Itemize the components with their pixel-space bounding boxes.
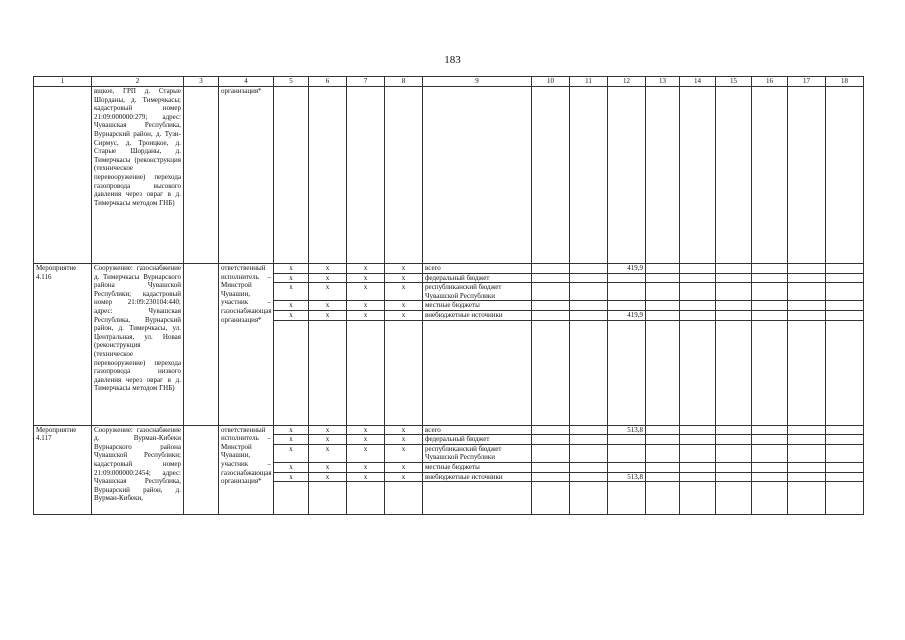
cell-c5: х xyxy=(274,472,309,482)
cell-c6: х xyxy=(309,273,347,283)
cell-c11 xyxy=(570,283,608,301)
column-header-1: 1 xyxy=(34,77,92,87)
cell-c13 xyxy=(646,310,680,320)
cell-c11 xyxy=(570,273,608,283)
header-row xyxy=(34,77,864,87)
cell-c7: х xyxy=(347,425,385,435)
column-header-3: 3 xyxy=(184,77,219,87)
cell-c10 xyxy=(532,462,570,472)
column-header-16: 16 xyxy=(752,77,788,87)
cell-c17 xyxy=(788,310,826,320)
cell-c18 xyxy=(826,264,864,274)
cell-c7: х xyxy=(347,444,385,462)
continuation-row xyxy=(34,87,864,264)
cell-c8: х xyxy=(385,273,423,283)
cell-c11 xyxy=(570,301,608,311)
cell-c5: х xyxy=(274,264,309,274)
cell-c15 xyxy=(716,425,752,435)
cell-c11 xyxy=(570,425,608,435)
column-header-18: 18 xyxy=(826,77,864,87)
cell-c10 xyxy=(532,273,570,283)
column-header-11: 11 xyxy=(570,77,608,87)
cell-c8: х xyxy=(385,264,423,274)
filler-cell xyxy=(532,482,570,515)
filler-cell xyxy=(309,482,347,515)
column-header-15: 15 xyxy=(716,77,752,87)
column-header-17: 17 xyxy=(788,77,826,87)
cont-description: вщкое, ГРП д. Старые Шорданы, д. Тимерчкасы; кадастровый номер 21:09:000000:279; адрес: Чувашская Республика, Вурнарский район, д. Тузи-Сирмус, д. Троицкое, д. Старые Шорданы, д. Тимерчкасы (реконструкция (техническое перевооружение) перехода газопровода высокого давления через овраг в д. Тимерчкасы методом ГНБ) xyxy=(92,87,184,264)
cell-c14 xyxy=(680,472,716,482)
funding-source: внебюджетные источники xyxy=(423,472,532,482)
cell-c15 xyxy=(716,283,752,301)
measure-name: Мероприятие 4.116 xyxy=(34,264,92,426)
cell-c5: х xyxy=(274,301,309,311)
cell-c7: х xyxy=(347,462,385,472)
filler-cell xyxy=(608,320,646,425)
cell-c10 xyxy=(532,472,570,482)
cell-c11 xyxy=(570,462,608,472)
cell-c11 xyxy=(570,472,608,482)
filler-cell xyxy=(347,482,385,515)
cell-c5: х xyxy=(274,310,309,320)
cell-c17 xyxy=(788,264,826,274)
measure-row xyxy=(34,264,864,274)
cell-c14 xyxy=(680,283,716,301)
measure-description: Сооружение: газоснабжение д. Вурман-Кибеки Вурнарского района Чувашской Республики; кадастровый номер 21:09:000000:2454; адрес: Чувашская Республика, Вурнарский район, д. Вурман-Кибеки, xyxy=(92,425,184,515)
filler-cell xyxy=(570,320,608,425)
column-header-12: 12 xyxy=(608,77,646,87)
cell-c8: х xyxy=(385,435,423,445)
cell-c8: х xyxy=(385,472,423,482)
cell-c17 xyxy=(788,425,826,435)
measure-col3 xyxy=(184,425,219,515)
cell-c15 xyxy=(716,310,752,320)
cont-col3 xyxy=(184,87,219,264)
cell-c8: х xyxy=(385,462,423,472)
cell-c16 xyxy=(752,472,788,482)
cell-c17 xyxy=(788,273,826,283)
cell-c16 xyxy=(752,462,788,472)
filler-cell xyxy=(788,482,826,515)
cell-c10 xyxy=(532,435,570,445)
cell-c14 xyxy=(680,273,716,283)
funding-source: всего xyxy=(423,264,532,274)
cell-c16 xyxy=(752,283,788,301)
cell-c14 xyxy=(680,425,716,435)
cell-c15 xyxy=(716,435,752,445)
cell-c12 xyxy=(608,301,646,311)
cell-c5: х xyxy=(274,444,309,462)
filler-cell xyxy=(788,320,826,425)
cell-c13 xyxy=(646,273,680,283)
cell-c17 xyxy=(788,472,826,482)
filler-cell xyxy=(570,482,608,515)
cell-c18 xyxy=(826,462,864,472)
cell-c5: х xyxy=(274,462,309,472)
cell-c13 xyxy=(646,435,680,445)
column-header-8: 8 xyxy=(385,77,423,87)
cell-c6: х xyxy=(309,472,347,482)
cell-c17 xyxy=(788,444,826,462)
cell-c14 xyxy=(680,462,716,472)
cell-c14 xyxy=(680,444,716,462)
cont-executor: организация* xyxy=(219,87,274,264)
filler-cell xyxy=(716,482,752,515)
cell-c15 xyxy=(716,273,752,283)
cell-c13 xyxy=(646,301,680,311)
filler-cell xyxy=(385,482,423,515)
funding-source: республиканский бюджет Чувашской Республики xyxy=(423,444,532,462)
filler-cell xyxy=(385,320,423,425)
cell-c7: х xyxy=(347,283,385,301)
cell-c7: х xyxy=(347,264,385,274)
funding-source: федеральный бюджет xyxy=(423,273,532,283)
cell-c12: 513,8 xyxy=(608,425,646,435)
cell-c16 xyxy=(752,435,788,445)
cell-c7: х xyxy=(347,310,385,320)
cell-c11 xyxy=(570,444,608,462)
cell-c6: х xyxy=(309,435,347,445)
column-header-7: 7 xyxy=(347,77,385,87)
cell-c10 xyxy=(532,301,570,311)
cell-c15 xyxy=(716,301,752,311)
cell-c10 xyxy=(532,310,570,320)
cell-c15 xyxy=(716,264,752,274)
cell-c7: х xyxy=(347,472,385,482)
cell-c18 xyxy=(826,472,864,482)
cell-c16 xyxy=(752,425,788,435)
cell-c8: х xyxy=(385,444,423,462)
cell-c14 xyxy=(680,310,716,320)
funding-source: местные бюджеты xyxy=(423,301,532,311)
cell-c17 xyxy=(788,435,826,445)
cell-c18 xyxy=(826,273,864,283)
cell-c13 xyxy=(646,472,680,482)
cell-c5: х xyxy=(274,273,309,283)
cell-c11 xyxy=(570,435,608,445)
measure-executor: ответственный исполнитель – Минстрой Чувашии, участник – газоснабжающая организация* xyxy=(219,425,274,515)
cell-c16 xyxy=(752,301,788,311)
filler-cell xyxy=(680,320,716,425)
cell-c13 xyxy=(646,444,680,462)
filler-cell xyxy=(274,320,309,425)
column-header-2: 2 xyxy=(92,77,184,87)
cell-c5: х xyxy=(274,283,309,301)
funding-source: внебюджетные источники xyxy=(423,310,532,320)
page-number: 183 xyxy=(444,54,461,66)
cell-c18 xyxy=(826,283,864,301)
cell-c8: х xyxy=(385,425,423,435)
cell-c6: х xyxy=(309,462,347,472)
filler-cell xyxy=(309,320,347,425)
column-header-4: 4 xyxy=(219,77,274,87)
cell-c18 xyxy=(826,435,864,445)
cell-c15 xyxy=(716,472,752,482)
filler-cell xyxy=(680,482,716,515)
cell-c13 xyxy=(646,264,680,274)
cell-c16 xyxy=(752,444,788,462)
filler-cell xyxy=(752,482,788,515)
filler-cell xyxy=(423,482,532,515)
measure-col3 xyxy=(184,264,219,426)
table-header xyxy=(34,77,864,87)
column-header-10: 10 xyxy=(532,77,570,87)
cell-c14 xyxy=(680,301,716,311)
column-header-6: 6 xyxy=(309,77,347,87)
cell-c7: х xyxy=(347,273,385,283)
cell-c6: х xyxy=(309,425,347,435)
cell-c14 xyxy=(680,435,716,445)
column-header-14: 14 xyxy=(680,77,716,87)
cell-c13 xyxy=(646,462,680,472)
cell-c8: х xyxy=(385,301,423,311)
cell-c12 xyxy=(608,444,646,462)
cell-c12 xyxy=(608,273,646,283)
cell-c5: х xyxy=(274,425,309,435)
cell-c7: х xyxy=(347,301,385,311)
cell-c18 xyxy=(826,444,864,462)
filler-cell xyxy=(532,320,570,425)
cell-c6: х xyxy=(309,283,347,301)
cell-c6: х xyxy=(309,444,347,462)
filler-cell xyxy=(646,482,680,515)
budget-table xyxy=(33,76,864,515)
funding-source: всего xyxy=(423,425,532,435)
measure-row xyxy=(34,425,864,435)
cell-c11 xyxy=(570,310,608,320)
filler-cell xyxy=(608,482,646,515)
cell-c10 xyxy=(532,264,570,274)
funding-source: федеральный бюджет xyxy=(423,435,532,445)
cell-c12: 419,9 xyxy=(608,264,646,274)
cell-c12 xyxy=(608,283,646,301)
cell-c12 xyxy=(608,462,646,472)
cell-c18 xyxy=(826,301,864,311)
cell-c6: х xyxy=(309,264,347,274)
filler-cell xyxy=(646,320,680,425)
cell-c5: х xyxy=(274,435,309,445)
measure-description: Сооружение: газоснабжение д. Тимерчкасы Вурнарского района Чувашской Республики; кадастровый номер 21:09:230104:440; адрес: Чувашская Республика, Вурнарский район, д. Тимерчкасы, ул. Центральная, ул. Новая (реконструкция (техническое перевооружение) перехода газопровода низкого давления через овраг в д. Тимерчкасы методом ГНБ) xyxy=(92,264,184,426)
cell-c14 xyxy=(680,264,716,274)
cell-c17 xyxy=(788,301,826,311)
cell-c17 xyxy=(788,283,826,301)
funding-source: местные бюджеты xyxy=(423,462,532,472)
cell-c16 xyxy=(752,264,788,274)
cell-c15 xyxy=(716,462,752,472)
column-header-9: 9 xyxy=(423,77,532,87)
measure-name: Мероприятие 4.117 xyxy=(34,425,92,515)
cell-c8: х xyxy=(385,310,423,320)
cell-c18 xyxy=(826,310,864,320)
cell-c10 xyxy=(532,283,570,301)
cell-c12: 513,8 xyxy=(608,472,646,482)
filler-cell xyxy=(274,482,309,515)
cell-c15 xyxy=(716,444,752,462)
cell-c12 xyxy=(608,435,646,445)
cell-c8: х xyxy=(385,283,423,301)
filler-cell xyxy=(716,320,752,425)
cell-c18 xyxy=(826,425,864,435)
cell-c6: х xyxy=(309,301,347,311)
measure-executor: ответственный исполнитель – Минстрой Чувашии, участник – газоснабжающая организация* xyxy=(219,264,274,426)
filler-cell xyxy=(347,320,385,425)
cell-c10 xyxy=(532,444,570,462)
cell-c7: х xyxy=(347,435,385,445)
funding-source: республиканский бюджет Чувашской Республики xyxy=(423,283,532,301)
filler-cell xyxy=(826,482,864,515)
cell-c16 xyxy=(752,273,788,283)
column-header-13: 13 xyxy=(646,77,680,87)
cont-col1 xyxy=(34,87,92,264)
cell-c10 xyxy=(532,425,570,435)
cell-c17 xyxy=(788,462,826,472)
cell-c13 xyxy=(646,425,680,435)
filler-cell xyxy=(423,320,532,425)
filler-cell xyxy=(752,320,788,425)
cell-c12: 419,9 xyxy=(608,310,646,320)
cell-c13 xyxy=(646,283,680,301)
cell-c11 xyxy=(570,264,608,274)
column-header-5: 5 xyxy=(274,77,309,87)
cell-c16 xyxy=(752,310,788,320)
filler-cell xyxy=(826,320,864,425)
cell-c6: х xyxy=(309,310,347,320)
